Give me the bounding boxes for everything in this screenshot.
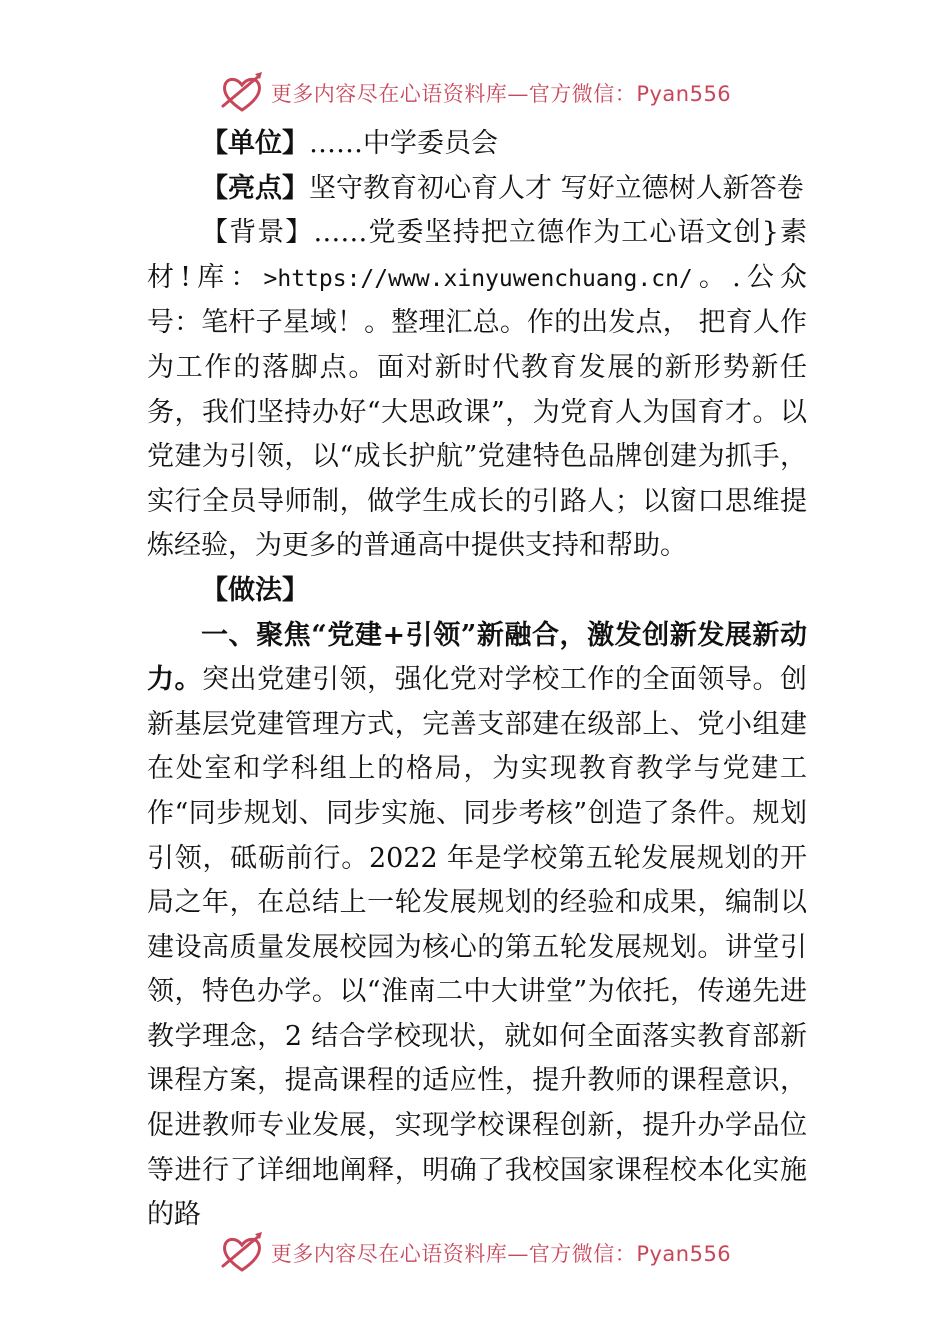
watermark-text: 更多内容尽在心语资料库 [270, 1242, 508, 1266]
unit-value: ……中学委员会 [309, 128, 498, 159]
document-body [147, 122, 807, 1238]
watermark-text: 更多内容尽在心语资料库 [270, 82, 508, 106]
highlight-label: 【亮点】 [201, 172, 309, 204]
unit-line [147, 122, 807, 167]
background-text-1: ……党委坚持把立德作为工心语文创}素材! [147, 217, 808, 293]
background-text-3: 。.公众号：笔杆子星域！。整理汇总。作的出发点， 把育人作为工作的落脚点。面对新时代教育发展的新形势新任务，我们坚持办好“大思政课”，为党育人为国育才。以党建为引领，以“成长护航”党建特色品牌创建为抓手，实行全员导师制，做学生成长的引路人；以窗口思维提炼经验，为更多的普通高中提供支持和帮助。 [147, 261, 807, 562]
section1-heading: 一、聚焦“党建+引领”新融合，激发创新发展新动力。 [147, 619, 807, 696]
method-label: 【做法】 [201, 574, 309, 606]
highlight-value: 坚守教育初心育人才 写好立德树人新答卷 [309, 172, 804, 204]
background-url: >https://www.xinyuwenchuang.cn/ [263, 265, 693, 292]
watermark-banner-top [0, 68, 950, 118]
heart-pen-logo-icon [219, 1230, 265, 1276]
watermark-banner-bottom [0, 1228, 950, 1278]
section1-body: 突出党建引领，强化党对学校工作的全面领导。创新基层党建管理方式，完善支部建在级部上、党小组建在处室和学科组上的格局，为实现教育教学与党建工作“同步规划、同步实施、同步考核”创造了条件。规划引领，砥砺前行。2022 年是学校第五轮发展规划的开局之年，在总结上一轮发展规划的经验和成果，编制以建设高质量发展校园为核心的第五轮发展规划。讲堂引领，特色办学。以“淮南二中大讲堂”为依托，传递先进教学理念，2 结合学校现状，就如何全面落实教育部新课程方案，提高课程的适应性，提升教师的课程意识，促进教师专业发展，实现学校课程创新，提升办学品位等进行了详细地阐释，明确了我校国家课程校本化实施的路 [147, 664, 808, 1231]
background-paragraph [147, 211, 807, 569]
unit-label: 【单位】 [201, 128, 309, 159]
section1-paragraph [147, 614, 807, 1238]
watermark-wechat-label: 官方微信： [528, 1242, 637, 1266]
background-label: 【背景】 [201, 217, 314, 249]
background-text-2: 库： [191, 261, 264, 293]
watermark-dash: — [507, 82, 529, 106]
watermark-dash: — [507, 1242, 529, 1266]
watermark-wechat-label: 官方微信： [528, 82, 637, 106]
watermark-wechat-id: Pyan556 [636, 1242, 732, 1266]
watermark-wechat-id: Pyan556 [636, 82, 732, 106]
heart-pen-logo-icon [219, 70, 265, 116]
highlight-line [147, 167, 807, 212]
